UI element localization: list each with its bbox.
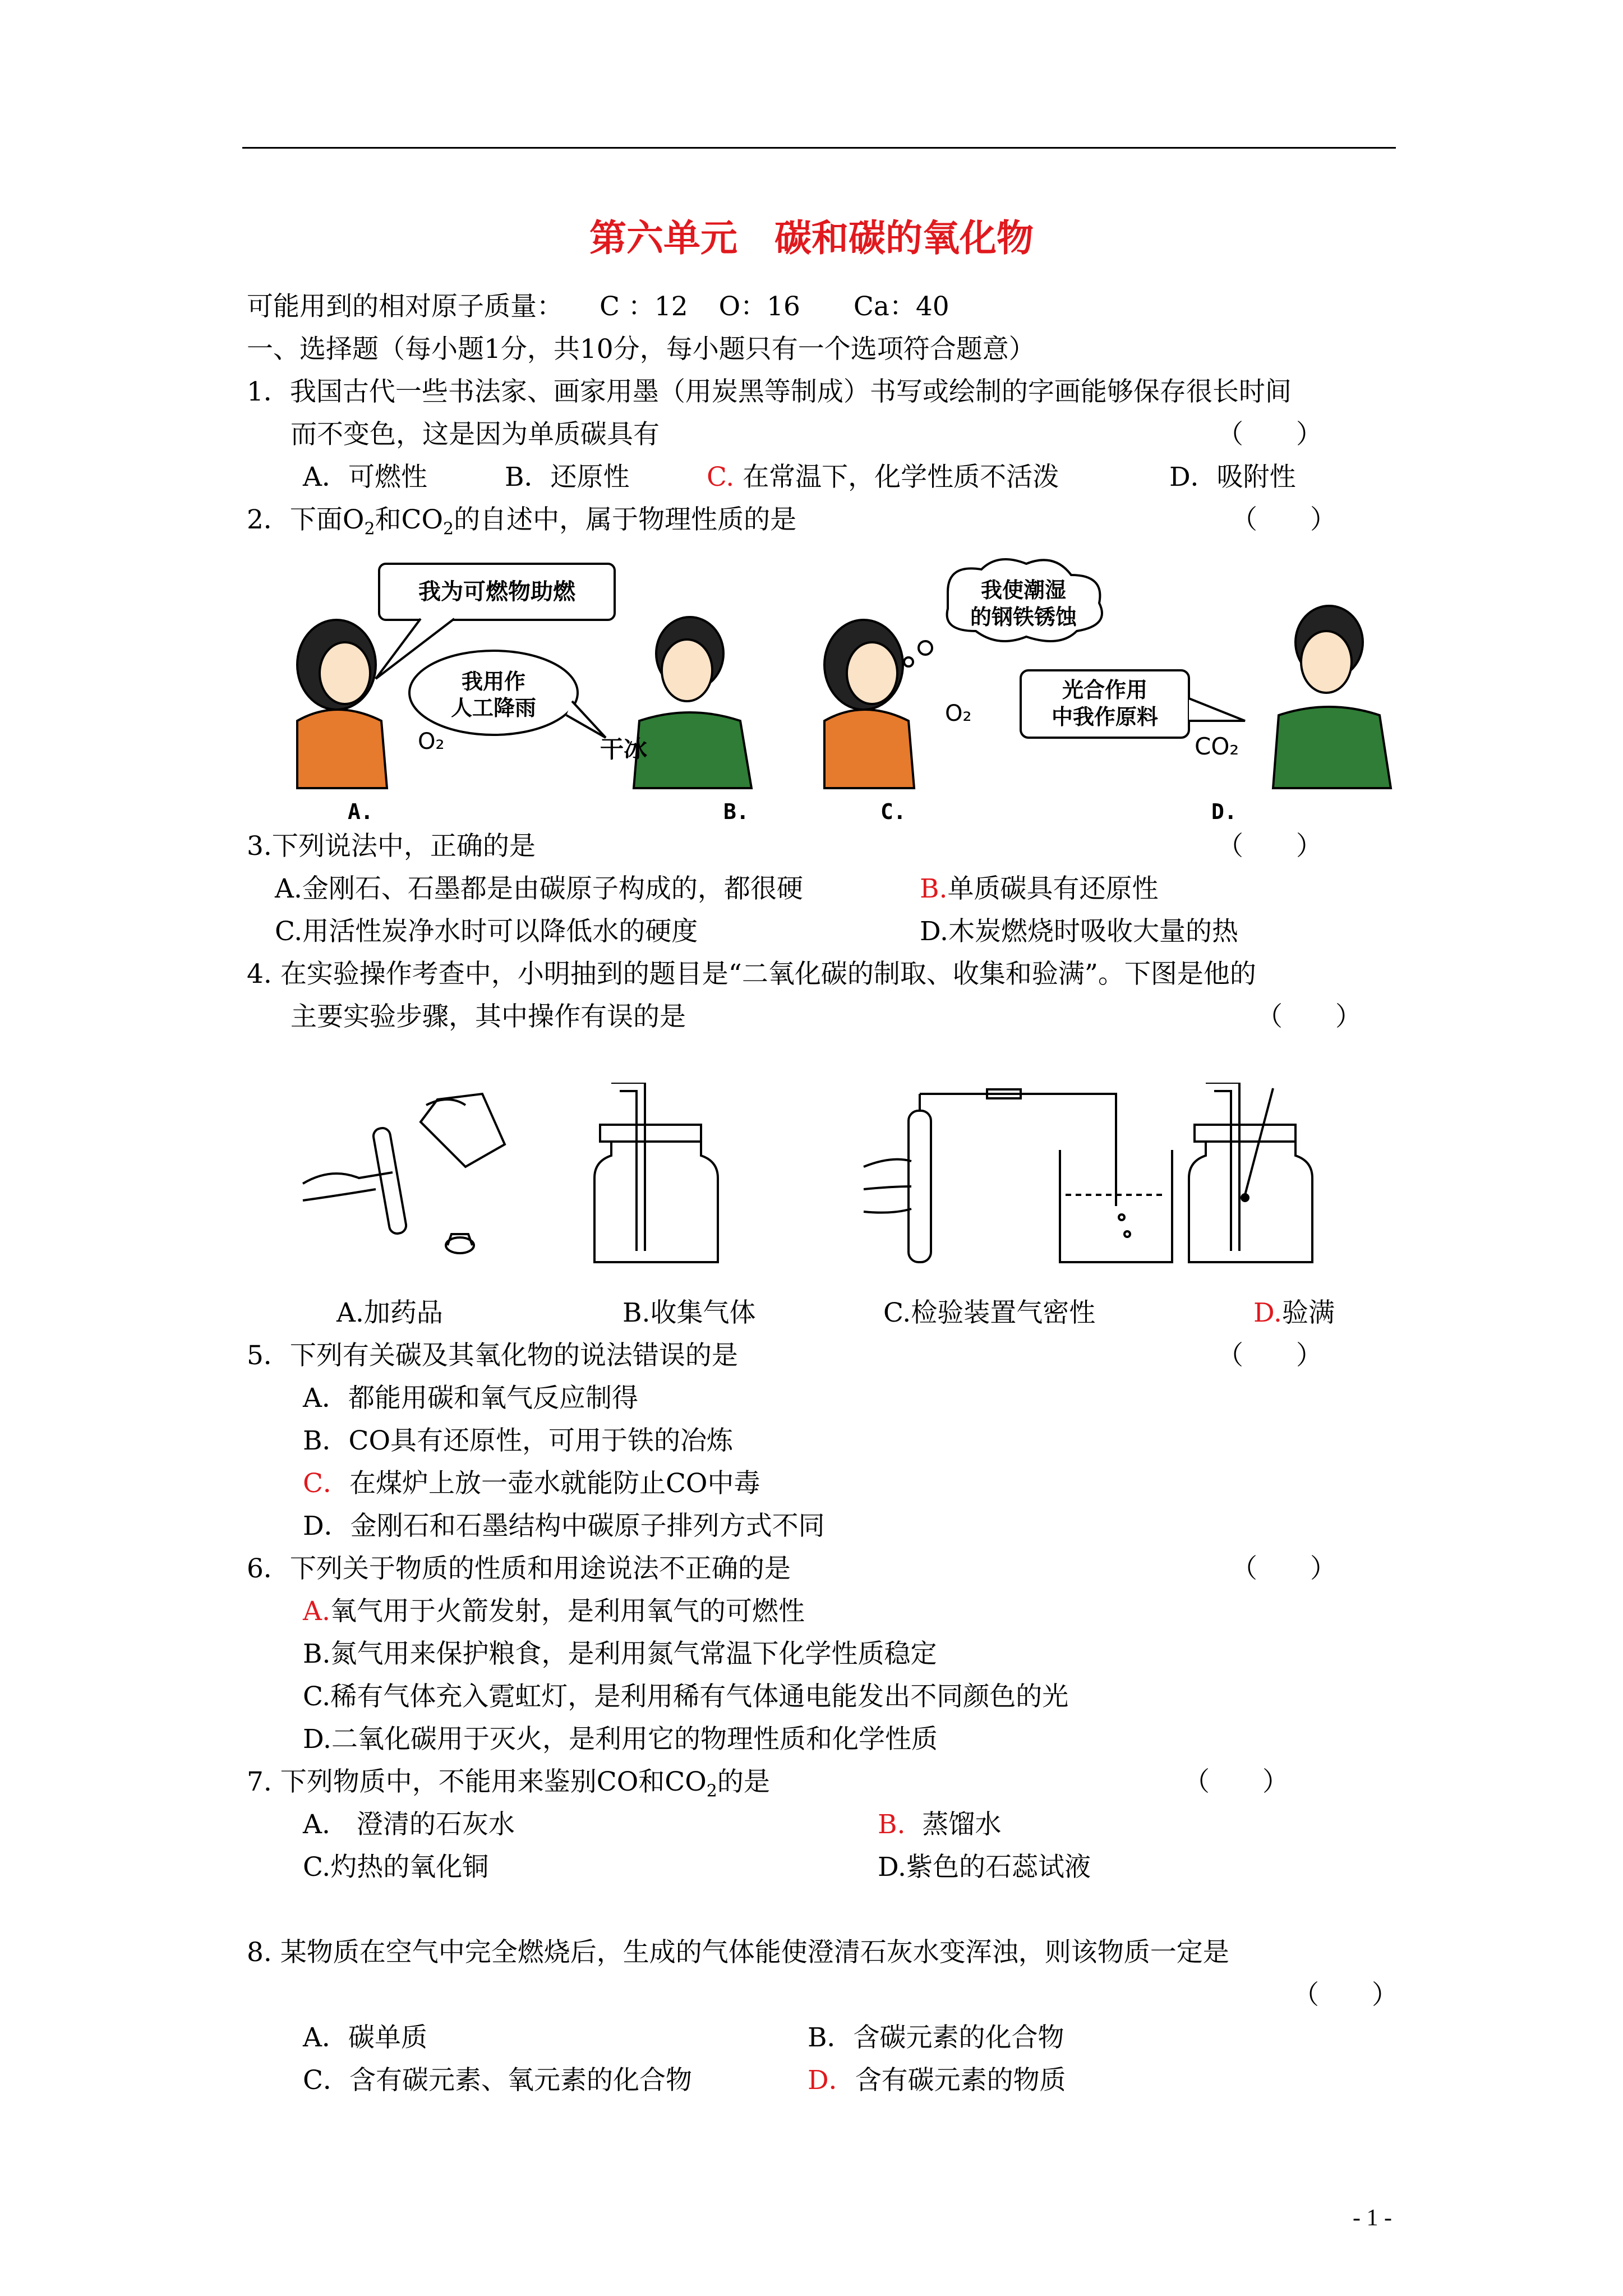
q2-text-2: 和CO: [375, 504, 444, 535]
experiment-b: [594, 1083, 718, 1262]
experiment-a: [303, 1094, 505, 1253]
q2-sub-1: 2: [364, 519, 375, 539]
q2-label-c[interactable]: C.: [880, 799, 906, 824]
q8-option-d-letter: D．: [808, 2065, 855, 2096]
q8-option-d[interactable]: [808, 2064, 1066, 2097]
q5-option-c[interactable]: [303, 1467, 760, 1500]
q7-option-b-text: 蒸馏水: [922, 1809, 1002, 1840]
header-rule: [242, 147, 1396, 149]
atomic-mass-c: C ：12: [599, 291, 688, 322]
q2-answer-bracket[interactable]: （ ）: [1231, 504, 1336, 535]
bubble-c-text-1: 我使潮湿: [980, 578, 1067, 602]
q6-option-a-letter: A.: [303, 1596, 330, 1627]
q5-option-c-letter: C．: [303, 1468, 349, 1499]
boy-d-body: [1273, 707, 1391, 788]
label-o2-c: O₂: [945, 701, 972, 726]
bubble-c-text-2: 的钢铁锈蚀: [970, 605, 1077, 629]
q6-option-b[interactable]: B.氮气用来保护粮食，是利用氮气常温下化学性质稳定: [303, 1639, 937, 1669]
bubble-d-text-1: 光合作用: [1062, 678, 1148, 702]
q4-line1: [247, 958, 1256, 991]
q7-stem: [247, 1766, 770, 1807]
q8-option-a[interactable]: A．碳单质: [303, 2022, 427, 2053]
q3-stem: [247, 830, 536, 863]
q6-number: 6．: [247, 1553, 290, 1584]
q2-label-b[interactable]: B.: [723, 799, 749, 824]
atomic-mass-ca: Ca：40: [853, 291, 949, 322]
q2-label-d[interactable]: D.: [1211, 799, 1237, 824]
q4-option-a[interactable]: A.加药品: [336, 1297, 443, 1328]
atomic-mass-o: O：16: [718, 291, 800, 322]
q7-option-b[interactable]: [878, 1809, 1001, 1841]
experiment-c: [864, 1089, 1172, 1262]
label-dry-ice: 干冰: [600, 735, 648, 763]
q5-option-b[interactable]: B．CO具有还原性，可用于铁的冶炼: [303, 1425, 734, 1456]
q1-option-b[interactable]: B．还原性: [505, 462, 630, 493]
q2-stem: [247, 504, 796, 545]
q1-option-d[interactable]: D．吸附性: [1169, 462, 1296, 493]
q3-number: 3.: [247, 831, 272, 862]
section-heading: 一、选择题（每小题1分，共10分，每小题只有一个选项符合题意）: [247, 334, 1035, 365]
girl-c-body: [824, 710, 914, 788]
q5-option-a[interactable]: A．都能用碳和氧气反应制得: [303, 1383, 638, 1414]
q4-text: 在实验操作考查中，小明抽到的题目是“二氧化碳的制取、收集和验满”。下图是他的: [280, 959, 1256, 990]
girl-a-face: [320, 642, 370, 704]
q6-option-c[interactable]: C.稀有气体充入霓虹灯，是利用稀有气体通电能发出不同颜色的光: [303, 1681, 1069, 1712]
q7-answer-bracket[interactable]: （ ）: [1183, 1766, 1289, 1797]
q2-cartoon-figure: [275, 553, 1408, 827]
girl-a-body: [297, 710, 387, 788]
q2-sub-2: 2: [443, 519, 454, 539]
q8-text: 某物质在空气中完全燃烧后，生成的气体能使澄清石灰水变浑浊，则该物质一定是: [280, 1937, 1229, 1968]
label-o2-a: O₂: [418, 729, 445, 754]
q5-text: 下列有关碳及其氧化物的说法错误的是: [289, 1340, 738, 1371]
q1-text: 我国古代一些书法家、画家用墨（用炭黑等制成）书写或绘制的字画能够保存很长时间: [289, 376, 1292, 407]
q2-text-3: 的自述中，属于物理性质的是: [454, 504, 797, 535]
q3-option-b-text: 单质碳具有还原性: [947, 873, 1159, 904]
q8-answer-bracket[interactable]: （ ）: [1293, 1980, 1398, 2010]
q7-option-c[interactable]: C.灼热的氧化铜: [303, 1852, 489, 1883]
q1-line2: 而不变色，这是因为单质碳具有: [291, 419, 660, 450]
q6-option-a[interactable]: [303, 1595, 805, 1628]
q2-text-1: 下面O: [289, 504, 365, 535]
girl-c-face: [847, 642, 897, 704]
q6-option-d[interactable]: D.二氧化碳用于灭火，是利用它的物理性质和化学性质: [303, 1724, 938, 1755]
q8-option-b[interactable]: B．含碳元素的化合物: [808, 2022, 1064, 2053]
q4-answer-bracket[interactable]: （ ）: [1256, 1001, 1362, 1032]
bubble-b-text-1: 我用作: [461, 669, 526, 694]
q3-option-b-letter: B.: [920, 873, 948, 904]
q1-answer-bracket[interactable]: （ ）: [1217, 419, 1322, 450]
q5-answer-bracket[interactable]: （ ）: [1217, 1340, 1322, 1371]
q3-option-a[interactable]: A.金刚石、石墨都是由碳原子构成的，都很硬: [275, 873, 803, 904]
bubble-a-text: 我为可燃物助燃: [418, 579, 575, 605]
q6-stem: [247, 1553, 791, 1585]
q5-option-d[interactable]: D．金刚石和石墨结构中碳原子排列方式不同: [303, 1511, 825, 1542]
q8-number: 8.: [247, 1937, 272, 1968]
q4-option-d-text: 验满: [1281, 1297, 1335, 1328]
label-co2-d: CO₂: [1195, 733, 1239, 760]
q4-line2: 主要实验步骤，其中操作有误的是: [291, 1001, 686, 1032]
unit-title: 第六单元 碳和碳的氧化物: [589, 217, 1034, 260]
page-number: - 1 -: [1353, 2205, 1392, 2231]
q3-option-c[interactable]: C.用活性炭净水时可以降低水的硬度: [275, 916, 698, 947]
boy-b-body: [634, 712, 751, 788]
q2-label-a[interactable]: A.: [348, 799, 374, 824]
q1-number: 1．: [247, 376, 290, 407]
q8-option-c[interactable]: C．含有碳元素、氧元素的化合物: [303, 2065, 692, 2096]
q4-option-b[interactable]: B.收集气体: [623, 1297, 756, 1328]
q7-sub: 2: [706, 1781, 717, 1801]
q3-answer-bracket[interactable]: （ ）: [1217, 831, 1322, 862]
bubble-d-text-2: 中我作原料: [1051, 705, 1159, 729]
q4-option-d-letter: D.: [1253, 1297, 1282, 1328]
q5-number: 5．: [247, 1340, 290, 1371]
atomic-mass-label: 可能用到的相对原子质量：: [247, 291, 563, 322]
q1-option-a[interactable]: A．可燃性: [303, 462, 427, 493]
q2-number: 2．: [247, 504, 290, 535]
q7-option-b-letter: B.: [878, 1809, 906, 1840]
q4-number: 4.: [247, 959, 272, 990]
q7-text-1: 下列物质中，不能用来鉴别CO和CO: [280, 1766, 707, 1797]
q3-text: 下列说法中，正确的是: [271, 831, 536, 862]
q1-option-c-letter: C.: [707, 462, 735, 493]
q7-text-2: 的是: [717, 1766, 770, 1797]
q8-option-d-text: 含有碳元素的物质: [855, 2065, 1066, 2096]
q4-option-c[interactable]: C.检验装置气密性: [883, 1297, 1096, 1328]
bubble-b-text-2: 人工降雨: [450, 696, 537, 720]
atomic-mass-line: [247, 291, 949, 323]
boy-d-face: [1301, 631, 1352, 693]
q3-option-b[interactable]: [920, 873, 1158, 905]
q5-option-c-text: 在煤炉上放一壶水就能防止CO中毒: [349, 1468, 760, 1499]
q7-number: 7.: [247, 1766, 272, 1797]
q5-stem: [247, 1340, 738, 1372]
q8-stem: [247, 1936, 1229, 1969]
q4-experiment-figure: [297, 1083, 1352, 1268]
q6-text: 下列关于物质的性质和用途说法不正确的是: [289, 1553, 791, 1584]
q7-option-d[interactable]: D.紫色的石蕊试液: [878, 1852, 1091, 1883]
q4-option-d[interactable]: [1253, 1297, 1335, 1329]
q6-option-a-text: 氧气用于火箭发射，是利用氧气的可燃性: [330, 1596, 805, 1627]
q1-line1: [247, 376, 1292, 408]
q1-option-c[interactable]: [707, 461, 1059, 494]
q3-option-d[interactable]: D.木炭燃烧时吸收大量的热: [920, 916, 1238, 947]
experiment-d: [1189, 1083, 1312, 1262]
q7-option-a[interactable]: A. 澄清的石灰水: [303, 1809, 515, 1840]
q1-option-c-text: 在常温下，化学性质不活泼: [743, 462, 1059, 493]
boy-b-face: [662, 639, 712, 701]
q6-answer-bracket[interactable]: （ ）: [1231, 1553, 1336, 1584]
